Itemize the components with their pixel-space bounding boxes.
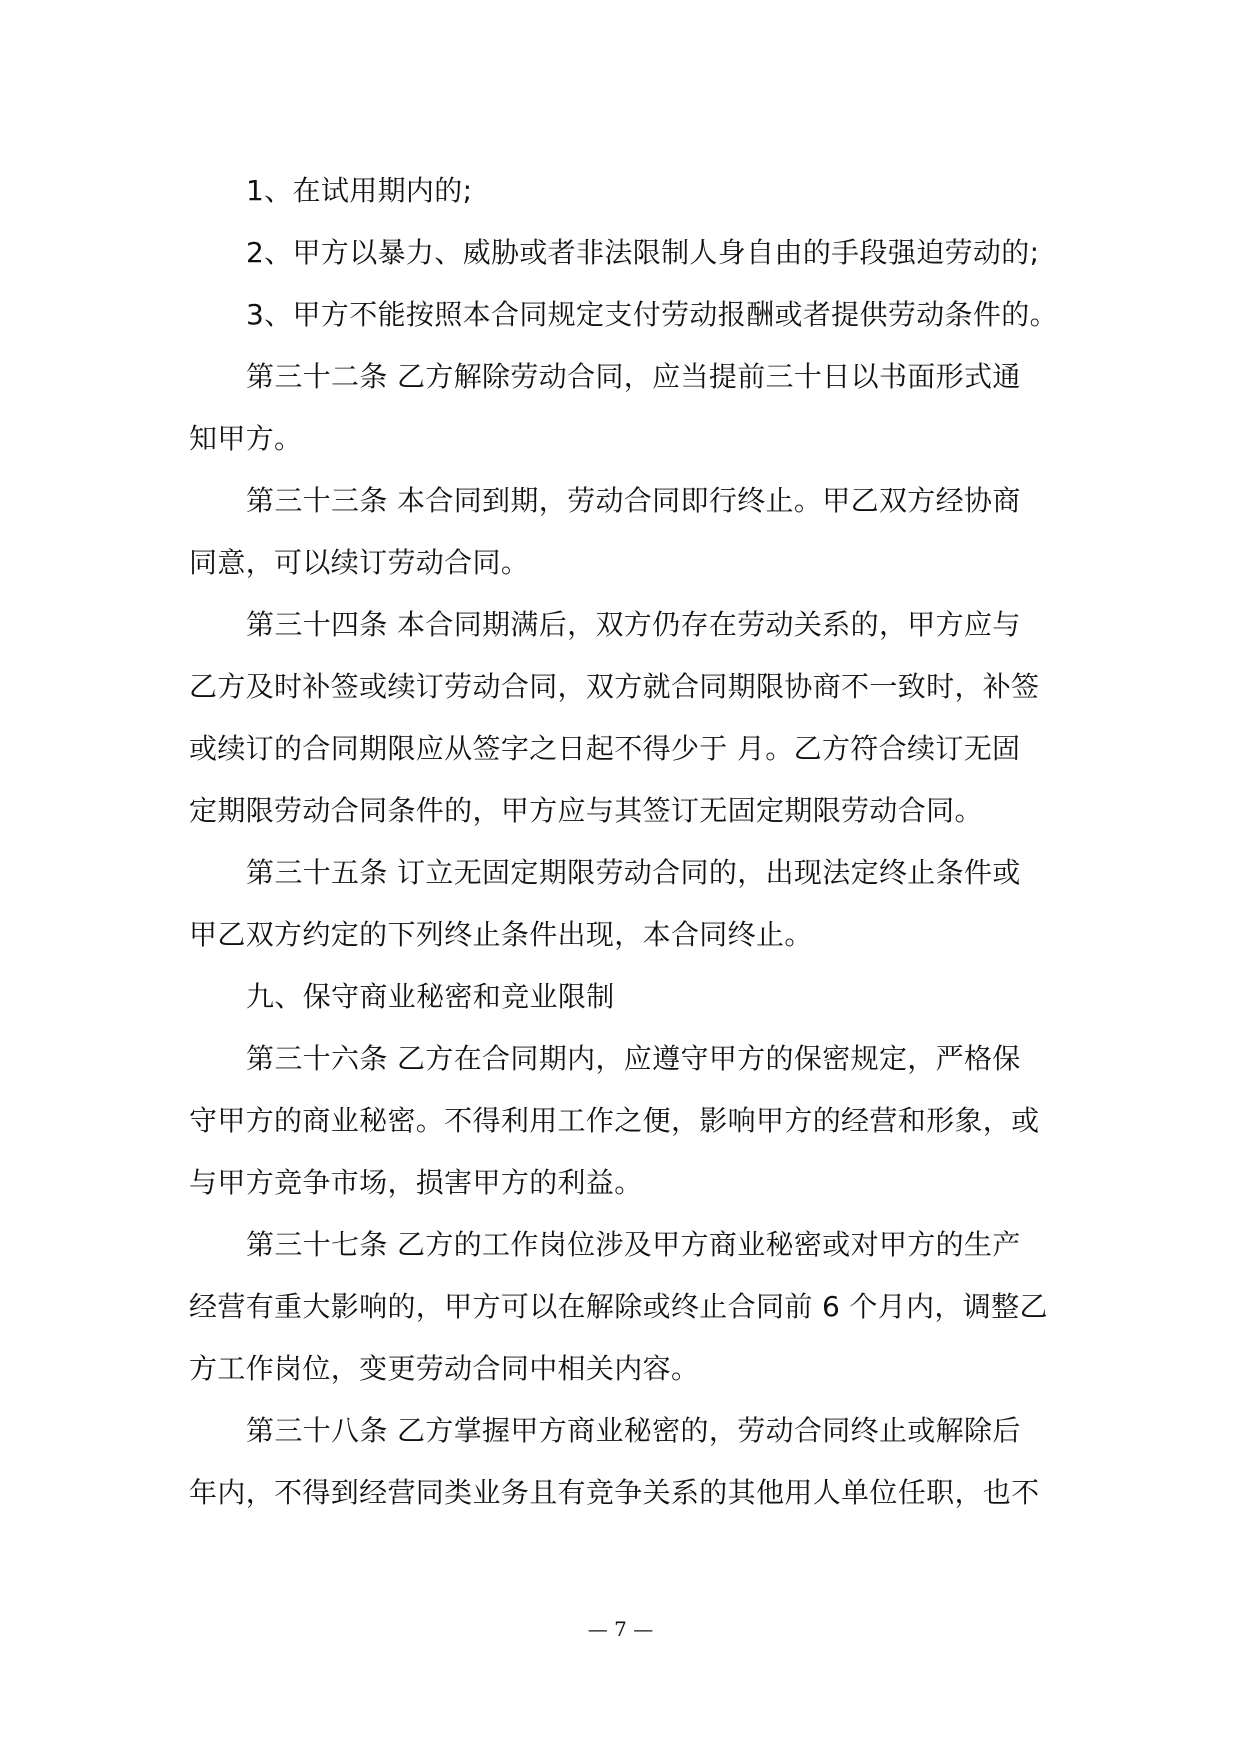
article-36-line-1: 第三十六条 乙方在合同期内，应遵守甲方的保密规定，严格保 bbox=[246, 1042, 1021, 1075]
clause-item-1: 1、在试用期内的; bbox=[246, 174, 473, 207]
article-34-line-1: 第三十四条 本合同期满后，双方仍存在劳动关系的，甲方应与 bbox=[246, 608, 1021, 641]
article-35-line-2: 甲乙双方约定的下列终止条件出现，本合同终止。 bbox=[189, 918, 813, 951]
article-34-line-4: 定期限劳动合同条件的，甲方应与其签订无固定期限劳动合同。 bbox=[189, 794, 983, 827]
article-38-line-2: 年内，不得到经营同类业务且有竞争关系的其他用人单位任职，也不 bbox=[189, 1476, 1040, 1509]
article-34-line-2: 乙方及时补签或续订劳动合同，双方就合同期限协商不一致时，补签 bbox=[189, 670, 1040, 703]
article-33-line-2: 同意，可以续订劳动合同。 bbox=[189, 546, 530, 579]
section-heading: 九、保守商业秘密和竞业限制 bbox=[246, 980, 615, 1013]
article-37-line-1: 第三十七条 乙方的工作岗位涉及甲方商业秘密或对甲方的生产 bbox=[246, 1228, 1021, 1261]
article-33-line-1: 第三十三条 本合同到期，劳动合同即行终止。甲乙双方经协商 bbox=[246, 484, 1021, 517]
article-38-line-1: 第三十八条 乙方掌握甲方商业秘密的，劳动合同终止或解除后 bbox=[246, 1414, 1021, 1447]
document-body bbox=[189, 160, 1061, 1524]
article-32-line-1: 第三十二条 乙方解除劳动合同，应当提前三十日以书面形式通 bbox=[246, 360, 1021, 393]
clause-item-2: 2、甲方以暴力、威胁或者非法限制人身自由的手段强迫劳动的; bbox=[246, 236, 1040, 269]
article-35-line-1: 第三十五条 订立无固定期限劳动合同的，出现法定终止条件或 bbox=[246, 856, 1021, 889]
clause-item-3: 3、甲方不能按照本合同规定支付劳动报酬或者提供劳动条件的。 bbox=[246, 298, 1058, 331]
article-34-line-3: 或续订的合同期限应从签字之日起不得少于 月。乙方符合续订无固 bbox=[189, 732, 1021, 765]
article-37-line-3: 方工作岗位，变更劳动合同中相关内容。 bbox=[189, 1352, 700, 1385]
article-32-line-2: 知甲方。 bbox=[189, 422, 303, 455]
page-number: — 7 — bbox=[587, 1617, 654, 1641]
article-36-line-3: 与甲方竞争市场，损害甲方的利益。 bbox=[189, 1166, 643, 1199]
article-37-line-2: 经营有重大影响的，甲方可以在解除或终止合同前 6 个月内，调整乙 bbox=[189, 1290, 1048, 1323]
article-36-line-2: 守甲方的商业秘密。不得利用工作之便，影响甲方的经营和形象，或 bbox=[189, 1104, 1040, 1137]
